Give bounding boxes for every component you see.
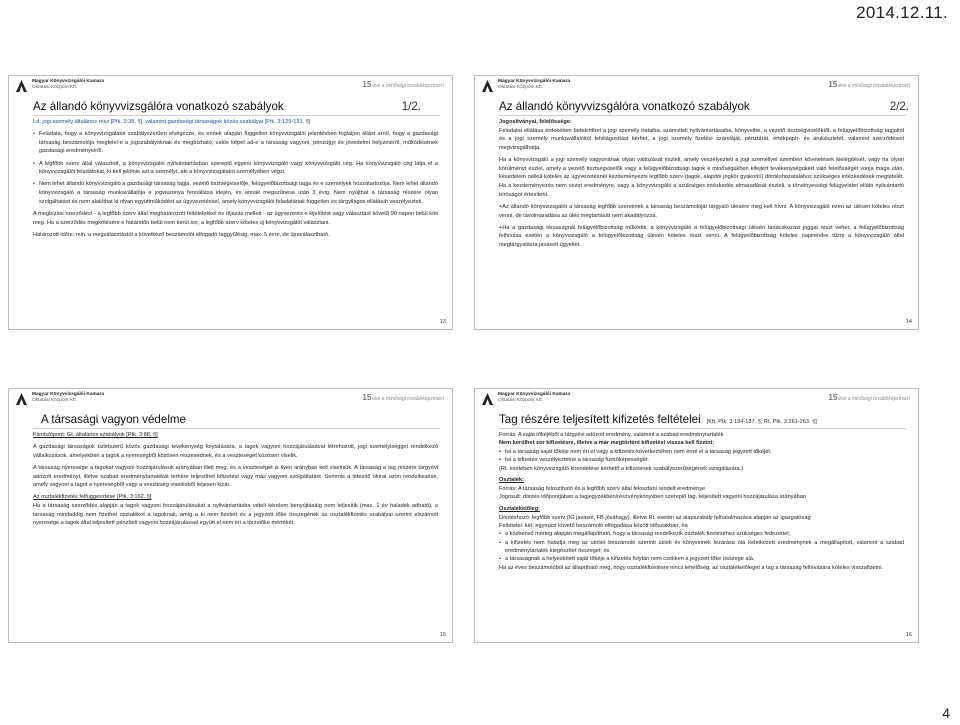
bullet-paragraph: • Nem lehet állandó könyvvizsgáló a gazdasági társaság tagja, vezető tisztségviselője, felügyelőbizottsági tagja és e személyek hozzátartozója. Nem lehet állandó könyvvizsgáló a társaság munkavállalója e jogviszonya fennállása idején, és annak megszűnése után 3 évig. Nem nyújthat a társaság részére olyan szolgáltatást és nem alakíthat ki olyan együttműködést az ügyvezetéssel, amely könyvvizsgálói feladatának független és tárgyilagos ellátását veszélyezteti. <box>33 180 438 206</box>
slide-16 <box>474 388 919 643</box>
slide-title: Tag részére teljesített kifizetés feltételei [Kft. Ptk. 3:184-187. §; Rt. Ptk. 3:261-263. §] <box>499 413 817 426</box>
bullet-paragraph: • a kifizetés nem haladja meg az utolsó beszámoló szerinti üzleti év könyveinek lezárása óta keletkezett eredménynek a megállapított, valamint a szabad eredménytartalék kiegészítet összeget; és <box>499 539 904 556</box>
paragraph: A megbízási szerződést - a legfőbb szerv által meghatározott feltételekkel és díjazás mellett - az ügyvezetés e kijelölést vagy választást követő 90 napon belül köti meg. Ha a szerződés megkötésére e határidőn belül nem kerül sor, a legfőbb szerv köteles új könyvvizsgálót választani. <box>33 210 438 226</box>
paragraph: Forrás: A társaság felosztható és a legfőbb szerv által felosztani rendelt eredménye <box>499 485 706 492</box>
slide-title: Az állandó könyvvizsgálóra vonatkozó szabályok 2/2. <box>499 100 910 113</box>
paragraph: Ha a társaság szerződés alapján a tagok vagyoni hozzájárulásukat a nyilvántartásba vételi kérelem benyújtásáig nem teljesítik (max. 1 év haladék adható), a társaság mindaddig nem fizethet osztalékot a tagoknak, amíg a ki nem fizetett és a jegyzett tőke összegének az osztalékfizetés szabályai szerint elszámolt nyeresége a tagok által teljesített pénzbeli vagyoni hozzájárulással együtt el nem éri a törzstőke mértékét. <box>33 503 438 527</box>
slide-body <box>33 118 438 243</box>
paragraph: Ha a könyvvizsgáló a jogi személy vagyonának olyan változását észleli, amely veszélyezteti a jogi személlyel szemben követelések kielégítését, vagy ha olyan körülményt észlel, amely a vezető tisztségviselők vagy a felügyelőbizottsági tagok e minőségükben kifejtett tevékenységükért való felelősségét vonja maga után, késedelem nélkül köteles az ügyvezetésnél kezdeményezni legfőbb szerv (tagok, alapítói jogkör gyakorló) döntéshozatalához szükséges intézkedések megtételét. Ha a kezdeményezés nem vezet eredményre, vagy a könyvvizsgáló a szükséges intézkedés elmaradását észleli, a törvényességi felügyeletet ellátó nyilvántartó bíróságot értesíteni. <box>499 157 904 198</box>
paragraph: Jogosult: döntés időpontjában a tagjegyzékben/részvénykönyvben szereplő tag, teljesített vagyoni hozzájárulása arányában <box>499 494 806 501</box>
slide-13 <box>8 75 453 330</box>
section-heading: Az osztalékfizetés felfüggesztése [Ptk. 3:162. §] <box>33 494 152 501</box>
paragraph: Forrás: A saját tőkéjéből a tárgyévi adózott eredmény, valamint a szabad eredménytartalék <box>499 432 724 438</box>
slide-header <box>475 389 918 410</box>
paragraph: +Ha a gazdasági társaságnál felügyelőbizottság működik, a könyvvizsgáló a felügyelőbizottsági ülésén tanácskozási joggal részt vehet, a felügyelőbizottság felhívása esetén a könyvvizsgáló a felügyelőbizottság ülésén köteles részt venni. A felügyelőbizottság köteles napirendre tűzni a könyvvizsgáló által megtárgyalásra javasolt ügyeket. <box>499 224 904 249</box>
slide-body <box>499 118 904 253</box>
chamber-logo-icon <box>15 392 28 406</box>
org-sub: Oktatási Központ Kft. <box>498 398 544 403</box>
paragraph: A gazdasági társaságok üzletszerű közös gazdasági tevékenység folytatására, a tagok vagyoni hozzájárulásával létrehozott, jogi személyiséggel rendelkező vállalkozások, amelyekben a tagok a nyereségből közösen részesednek, és a veszteséget közösen viselik. <box>33 444 438 459</box>
org-sub: Oktatási Központ Kft. <box>498 85 544 90</box>
paragraph: Ha az éves beszámolóból az állapítható meg, hogy osztalékfizetésre nincs lehetőség, az osztalékelőleget a tag a társaság felhívására köteles visszafizetni. <box>499 564 884 571</box>
bullet-paragraph: • ha a kifizetés veszélyeztetné a társaság fizetőképességét. <box>499 456 904 464</box>
bullet-paragraph: • Feladata, hogy a könyvvizsgálatot szabályszerűen elvégezze, és ennek alapján független könyvvizsgálói jelentésben foglaljon állást arról, hogy a gazdasági társaság beszámolója megfelel-e a jogszabályoknak és megbízható, valós képet ad-e a társaság vagyoni, pénzügyi és jövedelmi helyzetéről, működésének gazdasági eredményeiről. <box>33 130 438 156</box>
anniversary-badge: 15éve a minőségi továbbképzésért <box>362 393 444 402</box>
paragraph: Ld. jogi személy általános rész [Ptk. 3:38. §], valamint gazdasági társaságok közös szabályai [Ptk. 3:129-131. §] <box>33 119 311 125</box>
section-heading: Jogosítványai, felelőssége: <box>499 119 572 125</box>
paragraph: Nem kerülhet sor kifizetésre, illetve a már megtörtént kifizetést vissza kell fizetni: <box>499 440 715 447</box>
org-sub: Oktatási Központ Kft. <box>32 85 78 90</box>
paragraph: Döntéshozó: legfőbb szerv (IG javasol, FB jóváhagy), illetve Rt. esetén az alapszabály felhatalmazása alapján az igazgatóság <box>499 514 811 521</box>
paragraph: A társaság nyeresége a tagokat vagyoni hozzájárulásuk arányában illeti meg, és a veszteséget is ilyen arányban kell viselniük. A társaság a tag részére tárgyévi adózott eredményt, illetve szabad eredménytartalékát terhére teljesíthet kifizetést vagy más vagyoni szolgáltatást. Semmis a létesítő okirat azon rendelkezése, amely vagyoni a tagot a nyereségből vagy a veszteség viselésből teljesen kizár. <box>33 464 438 489</box>
paragraph: Kiindulópont: Gt. általános szabályok [Ptk. 3:88. §] <box>33 432 158 438</box>
chamber-logo-icon <box>481 79 494 93</box>
section-heading: Osztalék: <box>499 477 524 484</box>
anniversary-badge: 15éve a minőségi továbbképzésért <box>828 80 910 89</box>
slide-number: 13 <box>439 319 446 325</box>
slide-header <box>9 389 452 410</box>
paragraph: +Az állandó könyvvizsgálót a társaság legfőbb szervének a társaság beszámolóját tárgyaló ülésére meg kell hívni. A könyvvizsgáló ezen az ülésen köteles részt venni, de távolmaradása az ülés megtartását nem akadályozza. <box>499 203 904 219</box>
slide-number: 15 <box>439 632 446 638</box>
paragraph: (Rt. esetében könyvvizsgáló kirendelése kérhető a kifizetések szabályszerűségének vizsgálására.) <box>499 465 744 472</box>
header-date: 2014.12.11. <box>856 3 948 22</box>
org-name: Magyar Könyvvizsgálói Kamara <box>498 392 570 397</box>
title-rule <box>499 428 906 429</box>
slide-header <box>9 76 452 97</box>
chamber-logo-icon <box>15 79 28 93</box>
slide-number: 16 <box>905 632 912 638</box>
title-rule <box>33 115 440 116</box>
slide-body <box>499 431 904 576</box>
bullet-paragraph: • a közbenső mérleg alapján megállapítható, hogy a társaság rendelkezik osztalék fizetéséhez szükséges fedezettel; <box>499 530 904 538</box>
anniversary-badge: 15éve a minőségi továbbképzésért <box>362 80 444 89</box>
org-name: Magyar Könyvvizsgálói Kamara <box>32 392 104 397</box>
bullet-paragraph: • a társaságnak a helyesbített saját tőkéje a kifizetés folytán nem csökken a jegyzett tőke összege alá. <box>499 555 904 563</box>
title-rule <box>499 115 906 116</box>
org-name: Magyar Könyvvizsgálói Kamara <box>32 79 104 84</box>
slide-number: 14 <box>905 319 912 325</box>
paragraph: Feltételei: két, egymást követő beszámoló elfogadása között időszakban, ha <box>499 522 688 529</box>
org-name: Magyar Könyvvizsgálói Kamara <box>498 79 570 84</box>
title-rule <box>33 428 440 429</box>
slide-title: A társasági vagyon védelme <box>41 413 187 426</box>
org-sub: Oktatási Központ Kft. <box>32 398 78 403</box>
page-number: 4 <box>942 705 950 721</box>
section-heading: Osztalékelőleg: <box>499 506 541 513</box>
slide-14 <box>474 75 919 330</box>
bullet-paragraph: • A legfőbb szerv által választott, a könyvvizsgálói nyilvántartásban szereplő egyéni könyvvizsgáló vagy könyvvizsgáló cég. Ha könyvvizsgáló cég látja el a könyvvizsgálói feladatokat, ki kell jelölnie azt a személyt, aki a könyvvizsgálatot személyében végzi. <box>33 160 438 177</box>
paragraph: Határozott időre: min. a megválasztástól a következő beszámolót elfogadó taggyűlésig, max. 5 évre, de újraválasztható. <box>33 231 330 238</box>
chamber-logo-icon <box>481 392 494 406</box>
anniversary-badge: 15éve a minőségi továbbképzésért <box>828 393 910 402</box>
slide-header <box>475 76 918 97</box>
bullet-paragraph: • ha a társaság saját tőkéje nem éri el vagy a kifizetés következtében nem érné el a társaság jegyzett tőkéjét, <box>499 448 904 456</box>
slide-body <box>33 431 438 532</box>
slide-title: Az állandó könyvvizsgálóra vonatkozó szabályok 1/2. <box>33 100 422 113</box>
paragraph: Feladatai ellátása érdekében betekinthet a jogi személy irataiba, számviteli nyilvántartásaiba, könyveibe, a vezető tisztségviselőktől, a felügyelőbizottság tagjaitól és a jogi személy munkavállalóitól felvilágosítást kérhet, a jogi személy fizetési számláját, pénztárát, értékpapír- és árukészletét, valamint szerződéseit megvizsgálhatja. <box>499 127 904 151</box>
slide-15 <box>8 388 453 643</box>
